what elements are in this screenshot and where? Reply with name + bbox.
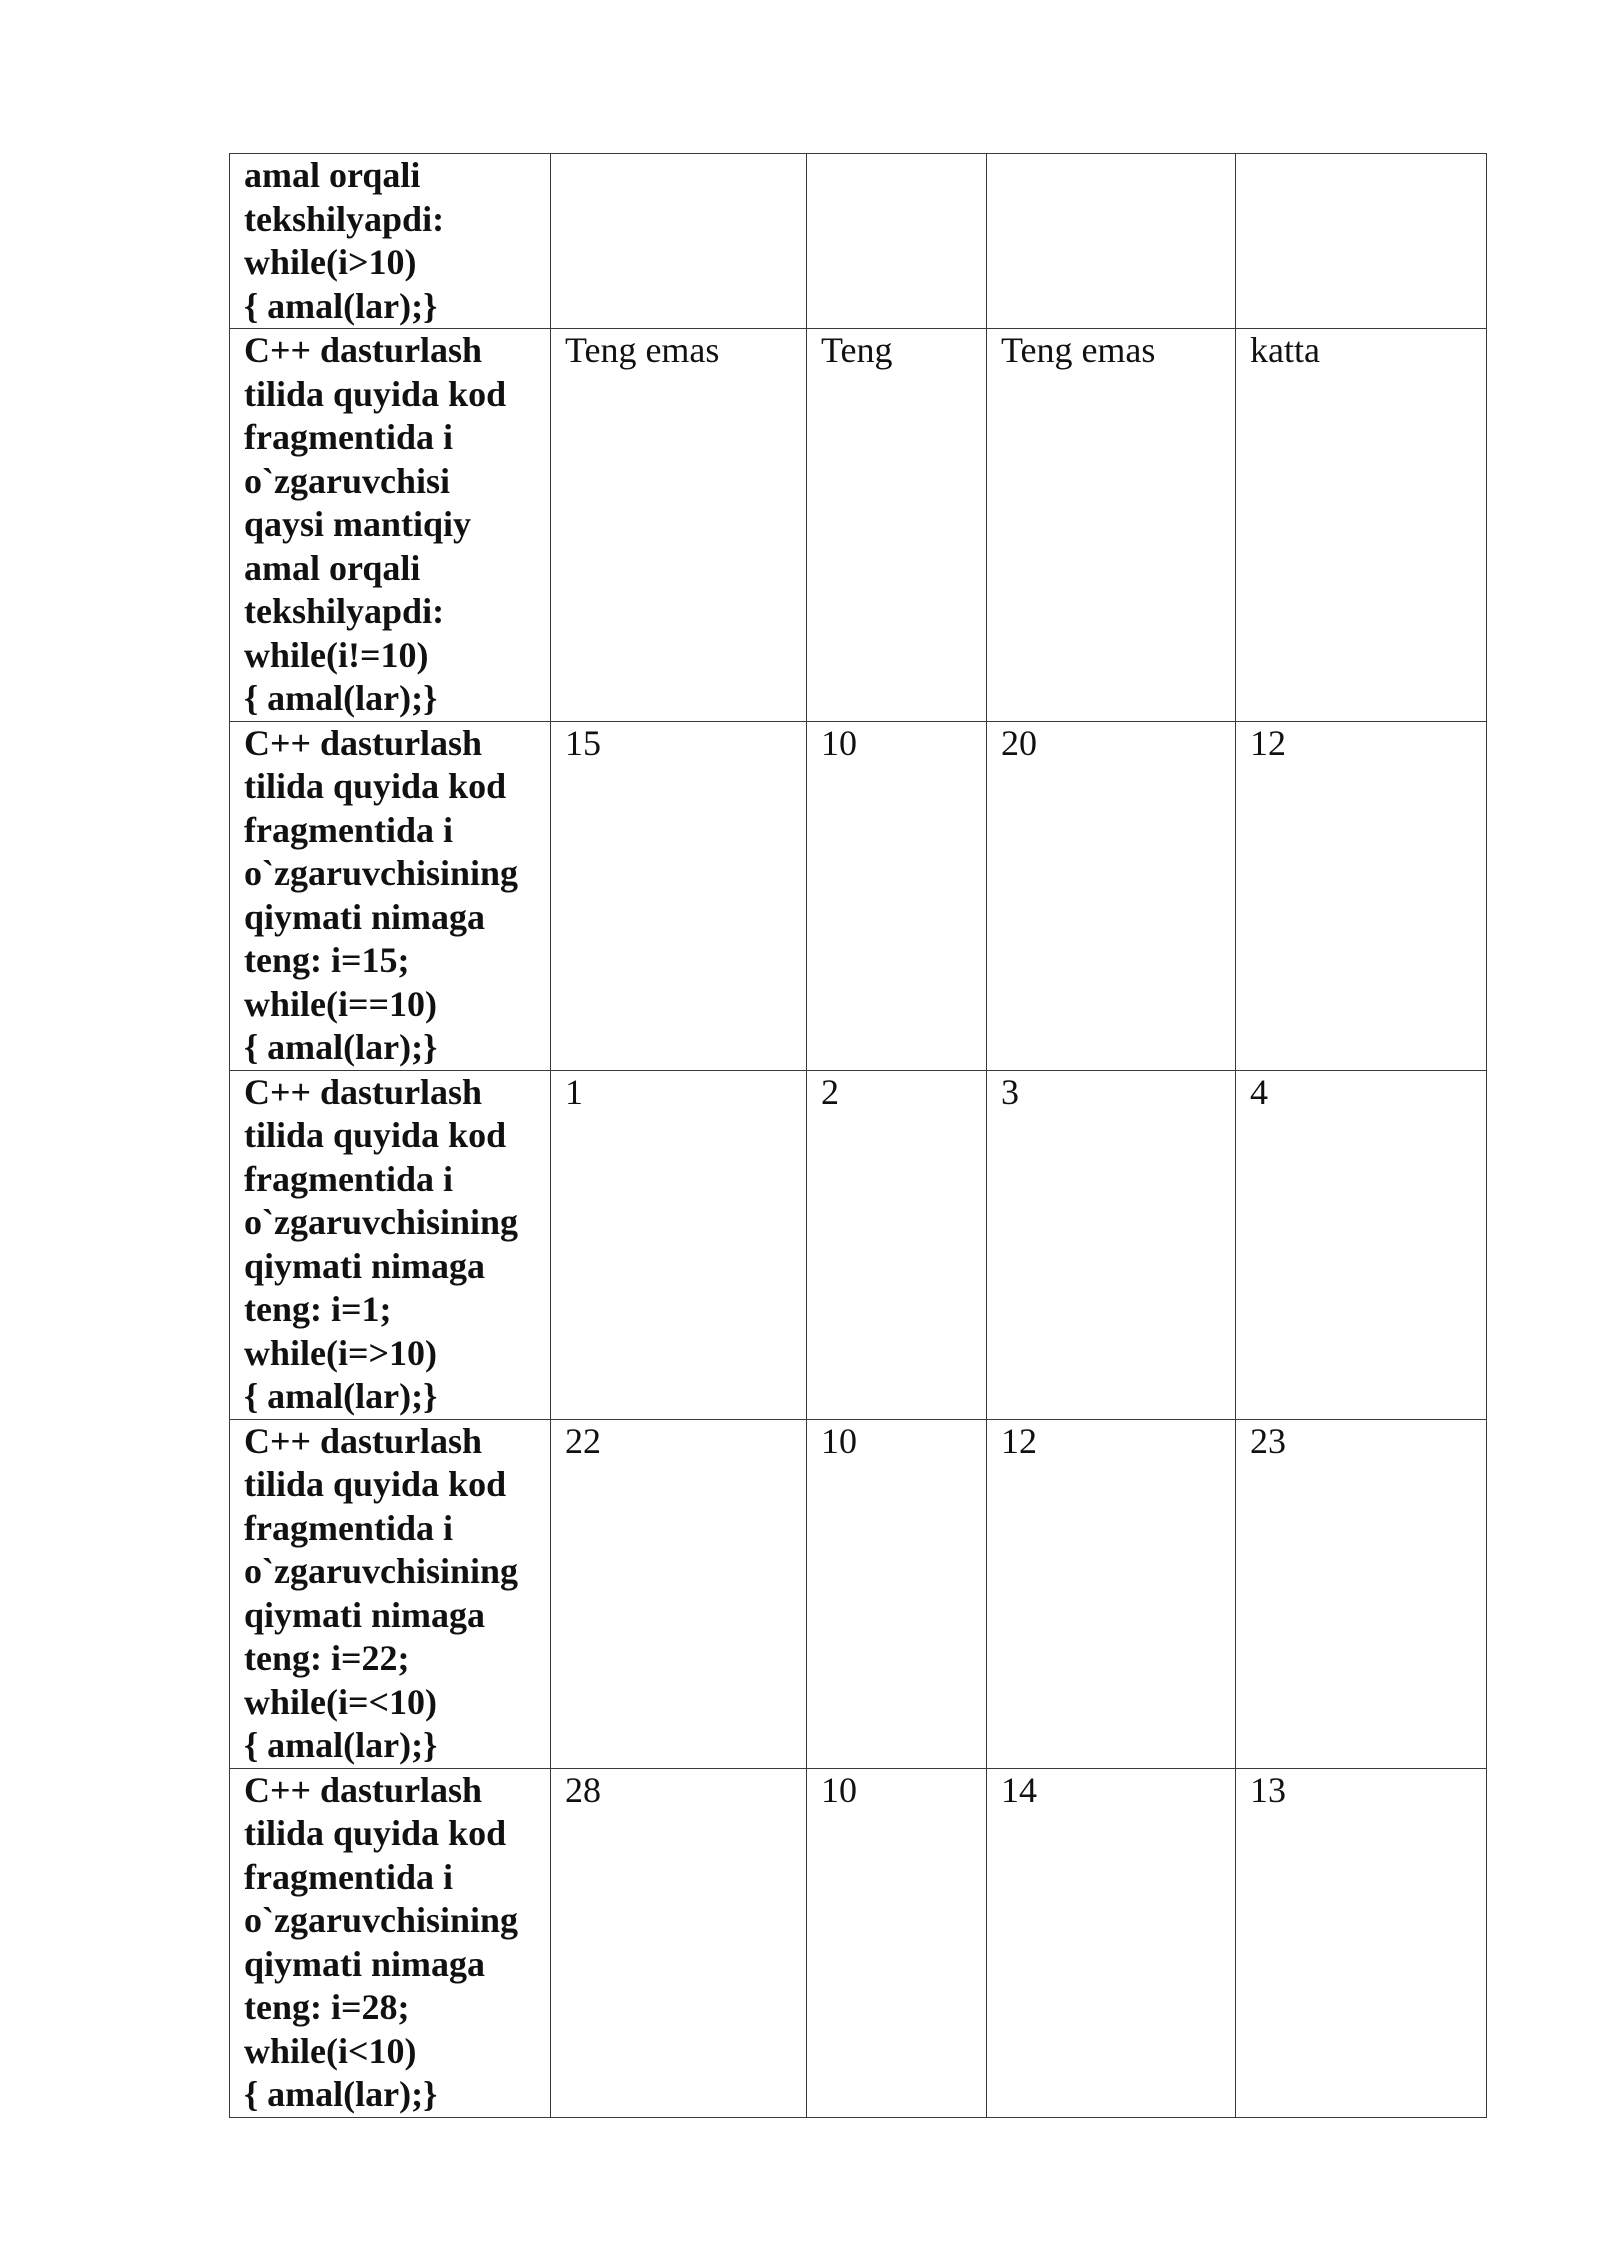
- question-line: { amal(lar);}: [244, 1376, 438, 1416]
- answer-cell: 2: [807, 1070, 987, 1419]
- question-line: amal orqali: [244, 155, 421, 195]
- question-line: amal orqali: [244, 547, 421, 588]
- answer-cell: 13: [1236, 1768, 1487, 2117]
- answer-cell: 4: [1236, 1070, 1487, 1419]
- question-cell: [230, 721, 551, 1070]
- answer-cell: 1: [551, 1070, 807, 1419]
- question-line: C++ dasturlash: [244, 1420, 483, 1461]
- question-line: fragmentida i: [244, 1507, 453, 1548]
- question-line: o`zgaruvchisining: [244, 1551, 519, 1591]
- answer-cell: 3: [987, 1070, 1236, 1419]
- answer-cell: 12: [1236, 721, 1487, 1070]
- question-cell: [230, 154, 551, 329]
- table-row: [230, 1070, 1487, 1419]
- question-line: qiymati nimaga: [244, 1594, 486, 1635]
- question-line: C++ dasturlash: [244, 330, 483, 370]
- question-line: fragmentida i: [244, 1856, 453, 1897]
- table-row: [230, 1768, 1487, 2117]
- question-line: while(i=<10): [244, 1681, 438, 1722]
- question-cell: [230, 1768, 551, 2117]
- question-line: C++ dasturlash: [244, 1769, 483, 1810]
- answer-cell: 15: [551, 721, 807, 1070]
- question-line: { amal(lar);}: [244, 1725, 438, 1765]
- answer-cell: [987, 154, 1236, 329]
- answer-cell: Teng emas: [987, 329, 1236, 722]
- table-row: [230, 1419, 1487, 1768]
- answer-cell: 23: [1236, 1419, 1487, 1768]
- answer-cell: Teng emas: [551, 329, 807, 722]
- question-line: teng: i=22;: [244, 1638, 410, 1678]
- answer-cell: Teng: [807, 329, 987, 722]
- question-line: qiymati nimaga: [244, 896, 486, 937]
- question-cell: [230, 329, 551, 722]
- question-line: qiymati nimaga: [244, 1943, 486, 1984]
- question-line: fragmentida i: [244, 809, 453, 850]
- question-line: tekshilyapdi:: [244, 198, 445, 239]
- question-line: tilida quyida kod: [244, 373, 507, 414]
- answer-cell: 20: [987, 721, 1236, 1070]
- answer-cell: 10: [807, 1768, 987, 2117]
- question-line: o`zgaruvchisining: [244, 1202, 519, 1242]
- quiz-table: [229, 153, 1487, 2118]
- question-line: { amal(lar);}: [244, 2074, 438, 2114]
- question-line: { amal(lar);}: [244, 1027, 438, 1067]
- answer-cell: 12: [987, 1419, 1236, 1768]
- question-line: while(i=>10): [244, 1332, 438, 1373]
- question-line: teng: i=1;: [244, 1289, 392, 1329]
- question-line: tilida quyida kod: [244, 1464, 507, 1504]
- table-row: [230, 329, 1487, 722]
- question-line: teng: i=28;: [244, 1987, 410, 2027]
- question-cell: [230, 1419, 551, 1768]
- answer-cell: 10: [807, 1419, 987, 1768]
- question-line: qaysi mantiqiy: [244, 504, 472, 544]
- question-line: while(i==10): [244, 983, 438, 1024]
- question-line: tilida quyida kod: [244, 1115, 507, 1155]
- question-line: while(i!=10): [244, 634, 429, 675]
- question-line: o`zgaruvchisi: [244, 460, 450, 501]
- table-row: [230, 721, 1487, 1070]
- answer-cell: 14: [987, 1768, 1236, 2117]
- answer-cell: [807, 154, 987, 329]
- answer-cell: 10: [807, 721, 987, 1070]
- question-line: tilida quyida kod: [244, 1813, 507, 1853]
- question-line: o`zgaruvchisining: [244, 1900, 519, 1940]
- question-line: tilida quyida kod: [244, 766, 507, 806]
- table-row: [230, 154, 1487, 329]
- question-line: C++ dasturlash: [244, 1071, 483, 1112]
- question-line: o`zgaruvchisining: [244, 853, 519, 893]
- question-line: { amal(lar);}: [244, 678, 438, 718]
- question-line: fragmentida i: [244, 1158, 453, 1199]
- question-line: qiymati nimaga: [244, 1245, 486, 1286]
- question-line: tekshilyapdi:: [244, 591, 445, 631]
- question-line: while(i>10): [244, 242, 417, 282]
- question-line: { amal(lar);}: [244, 285, 438, 326]
- question-line: while(i<10): [244, 2030, 417, 2071]
- question-line: C++ dasturlash: [244, 722, 483, 763]
- answer-cell: 22: [551, 1419, 807, 1768]
- answer-cell: katta: [1236, 329, 1487, 722]
- answer-cell: [551, 154, 807, 329]
- answer-cell: [1236, 154, 1487, 329]
- question-cell: [230, 1070, 551, 1419]
- question-line: teng: i=15;: [244, 940, 410, 980]
- answer-cell: 28: [551, 1768, 807, 2117]
- question-line: fragmentida i: [244, 417, 453, 457]
